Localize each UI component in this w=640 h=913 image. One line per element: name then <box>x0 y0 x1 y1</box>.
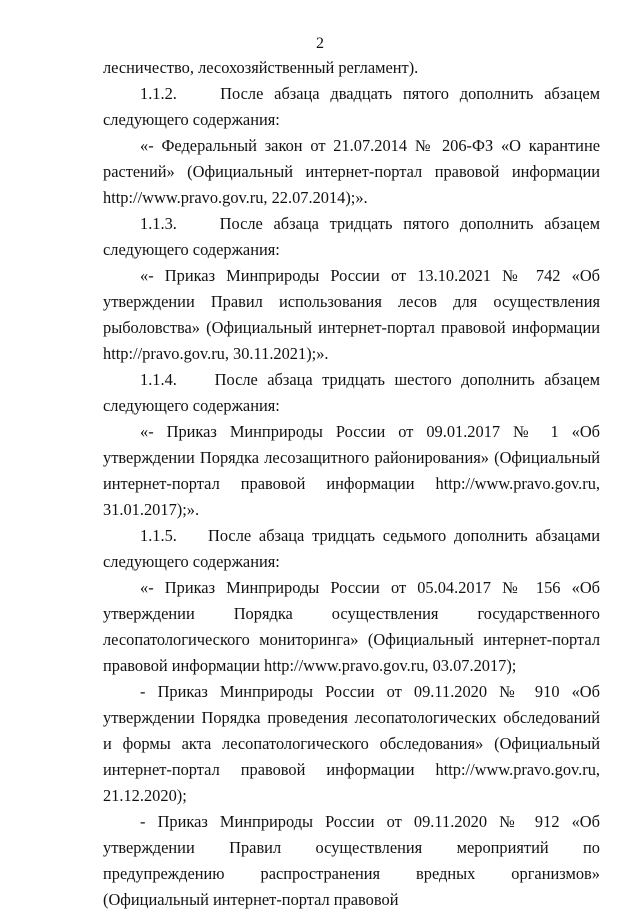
document-body <box>103 55 600 913</box>
paragraph-3: «- Федеральный закон от 21.07.2014 № 206-ФЗ «О карантине растений» (Официальный интернет-портал правовой информации http://www.pravo.gov.ru, 22.07.2014);». <box>103 136 600 207</box>
paragraph-1: лесничество, лесохозяйственный регламент). <box>103 58 419 77</box>
paragraph-9: «- Приказ Минприроды России от 05.04.2017 № 156 «Об утверждении Порядка осуществления государственного лесопатологического мониторинга» (Официальный интернет-портал правовой информации http://www.pravo.gov.ru, 03.07.2017); <box>103 578 600 675</box>
paragraph-4: 1.1.3. После абзаца тридцать пятого дополнить абзацем следующего содержания: <box>103 214 600 259</box>
paragraph-7: «- Приказ Минприроды России от 09.01.2017 № 1 «Об утверждении Порядка лесозащитного районирования» (Официальный интернет-портал правовой информации http://www.pravo.gov.ru, 31.01.2017);». <box>103 422 600 519</box>
page-number: 2 <box>316 35 324 52</box>
paragraph-5: «- Приказ Минприроды России от 13.10.2021 № 742 «Об утверждении Правил использования лесов для осуществления рыболовства» (Официальный интернет-портал правовой информации http://pravo.gov.ru, 30.11.2021);». <box>103 266 600 363</box>
paragraph-11: - Приказ Минприроды России от 09.11.2020 № 912 «Об утверждении Правил осуществления мероприятий по предупреждению распространения вредных организмов» (Официальный интернет-портал правовой <box>103 812 600 909</box>
paragraph-10: - Приказ Минприроды России от 09.11.2020 № 910 «Об утверждении Порядка проведения лесопатологических обследований и формы акта лесопатологического обследования» (Официальный интернет-портал правовой информации http://www.pravo.gov.ru, 21.12.2020); <box>103 682 600 805</box>
paragraph-6: 1.1.4. После абзаца тридцать шестого дополнить абзацем следующего содержания: <box>103 370 600 415</box>
paragraph-2: 1.1.2. После абзаца двадцать пятого дополнить абзацем следующего содержания: <box>103 84 600 129</box>
paragraph-8: 1.1.5. После абзаца тридцать седьмого дополнить абзацами следующего содержания: <box>103 526 600 571</box>
